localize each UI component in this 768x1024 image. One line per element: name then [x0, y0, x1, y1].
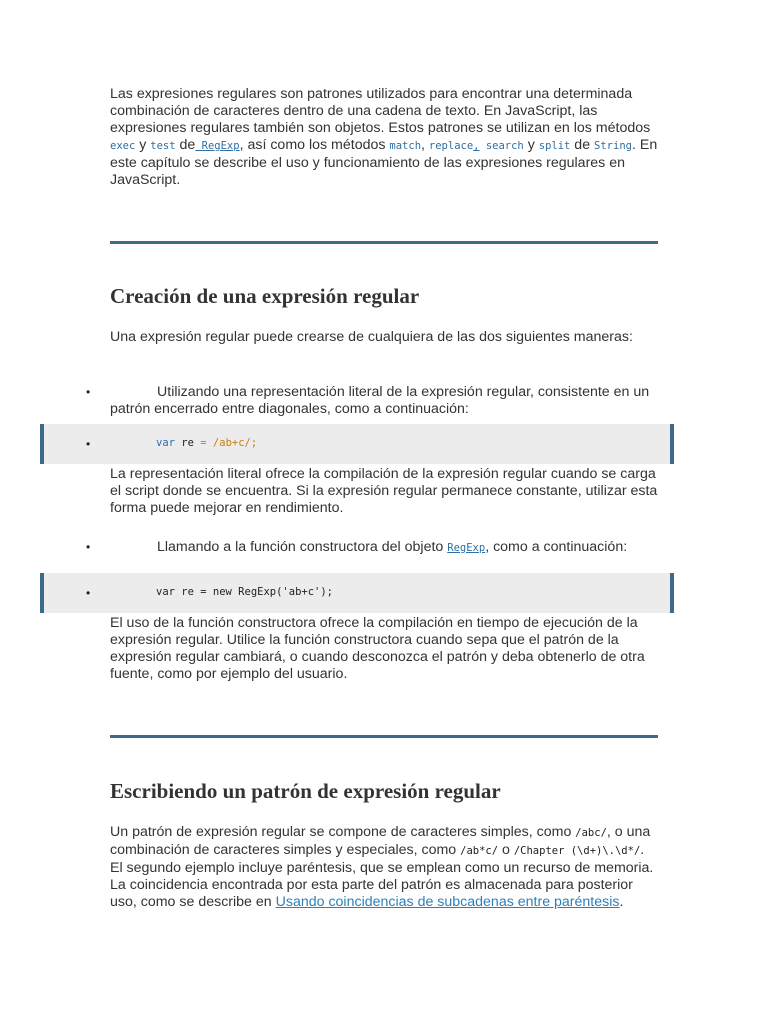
- intro-y: y: [135, 137, 151, 153]
- code-exec: exec: [110, 140, 136, 152]
- bullet-marker: •: [86, 540, 91, 554]
- section2-paragraph: [110, 824, 658, 911]
- code-token-eq: =: [200, 437, 207, 449]
- code-token-regex: /ab+c/;: [212, 437, 258, 449]
- link-subcadenas[interactable]: Usando coincidencias de subcadenas entre paréntesis: [275, 894, 620, 910]
- section-divider: [110, 241, 658, 244]
- code-regexp-link-2[interactable]: RegExp: [447, 542, 486, 554]
- code-regexp-link[interactable]: RegExp: [195, 140, 240, 152]
- code-abstarc: /ab*c/: [460, 845, 499, 857]
- section2-text-1: Un patrón de expresión regular se compone de caracteres simples, como: [110, 824, 576, 840]
- after-literal-text-b: , utilizar esta forma puede mejorar en rendimiento.: [110, 483, 658, 516]
- code-replace: replace: [428, 140, 474, 152]
- code-chapter: /Chapter (\d+)\.\d*/: [513, 845, 641, 857]
- intro-de: de: [175, 137, 196, 153]
- list-item-constructor-text-a: Llamando a la función constructora del objeto: [157, 539, 448, 555]
- code-block-literal: [40, 424, 674, 464]
- code-split: split: [538, 140, 571, 152]
- list-item-literal: [110, 384, 658, 418]
- intro-text-3: . En este capítulo se describe el uso y funcionamiento de las expresiones regulares en JavaScript.: [110, 137, 658, 188]
- section2-o: o: [498, 842, 514, 858]
- after-constructor-paragraph: El uso de la función constructora ofrece la compilación en tiempo de ejecución de la expresión regular. Utilice la función constructora cuando sepa que el patrón de la expresión regular cambiará, o cuando desconozca el patrón y deba obtenerlo de otra fuente, como por ejemplo del usuario.: [110, 615, 645, 682]
- section2-period: .: [619, 894, 624, 910]
- code-token-var: var: [156, 437, 175, 449]
- after-literal-block: [110, 466, 658, 517]
- section2-text-2: , o una combinación de caracteres simples y especiales, como: [110, 824, 651, 858]
- section1-intro: Una expresión regular puede crearse de cualquiera de las dos siguientes maneras:: [110, 329, 633, 345]
- code-abc: /abc/: [575, 827, 607, 839]
- list-item-constructor-text-b: , como a continuación:: [485, 539, 628, 555]
- code-comma-link: ,: [473, 140, 480, 152]
- section-divider: [110, 735, 658, 738]
- section2-paragraph-block: [110, 824, 658, 911]
- after-constructor-block: [110, 615, 658, 683]
- intro-comma: ,: [421, 137, 429, 153]
- intro-text-2: , así como los métodos: [239, 137, 390, 153]
- list-item-literal-text: Utilizando una representación literal de la expresión regular, consistente en un patrón encerrado entre diagonales, como a continuación:: [110, 384, 650, 417]
- code-search: search: [479, 140, 524, 152]
- intro-text-1: Las expresiones regulares son patrones utilizados para encontrar una determinada combinación de caracteres dentro de una cadena de texto. En JavaScript, las expresiones regulares también son objetos. Estos patrones se utilizan en los métodos: [110, 86, 651, 136]
- code-test: test: [150, 140, 176, 152]
- code-match: match: [389, 140, 422, 152]
- code-line-constructor: var re = new RegExp('ab+c');: [156, 586, 334, 598]
- intro-paragraph: [110, 86, 658, 189]
- code-line-literal: [156, 437, 257, 449]
- bullet-marker: •: [86, 586, 91, 600]
- code-token-name: re: [174, 437, 201, 449]
- section1-intro-block: [110, 329, 658, 346]
- bullet-marker: •: [86, 385, 91, 399]
- intro-paragraph-block: [110, 86, 658, 189]
- section2-text-3: . El segundo ejemplo incluye paréntesis, que se emplean como un recurso de memoria. La coincidencia encontrada por esta parte del patrón es almacenada para posterior uso, como se describe en: [110, 842, 654, 910]
- bullet-marker: •: [86, 437, 91, 451]
- intro-de-2: de: [570, 137, 595, 153]
- after-literal-paragraph: [110, 466, 658, 517]
- after-literal-text-a: La representación literal ofrece la compilación de la expresión regular cuando se carga el script donde se encuentra. Si la expresión regular permanece constante: [110, 466, 656, 499]
- section-heading-creation: Creación de una expresión regular: [110, 284, 420, 308]
- intro-y-2: y: [523, 137, 539, 153]
- section-heading-writing-pattern: Escribiendo un patrón de expresión regular: [110, 779, 501, 803]
- code-string: String: [594, 140, 632, 152]
- list-item-constructor: [110, 539, 658, 557]
- code-block-constructor: [40, 573, 674, 613]
